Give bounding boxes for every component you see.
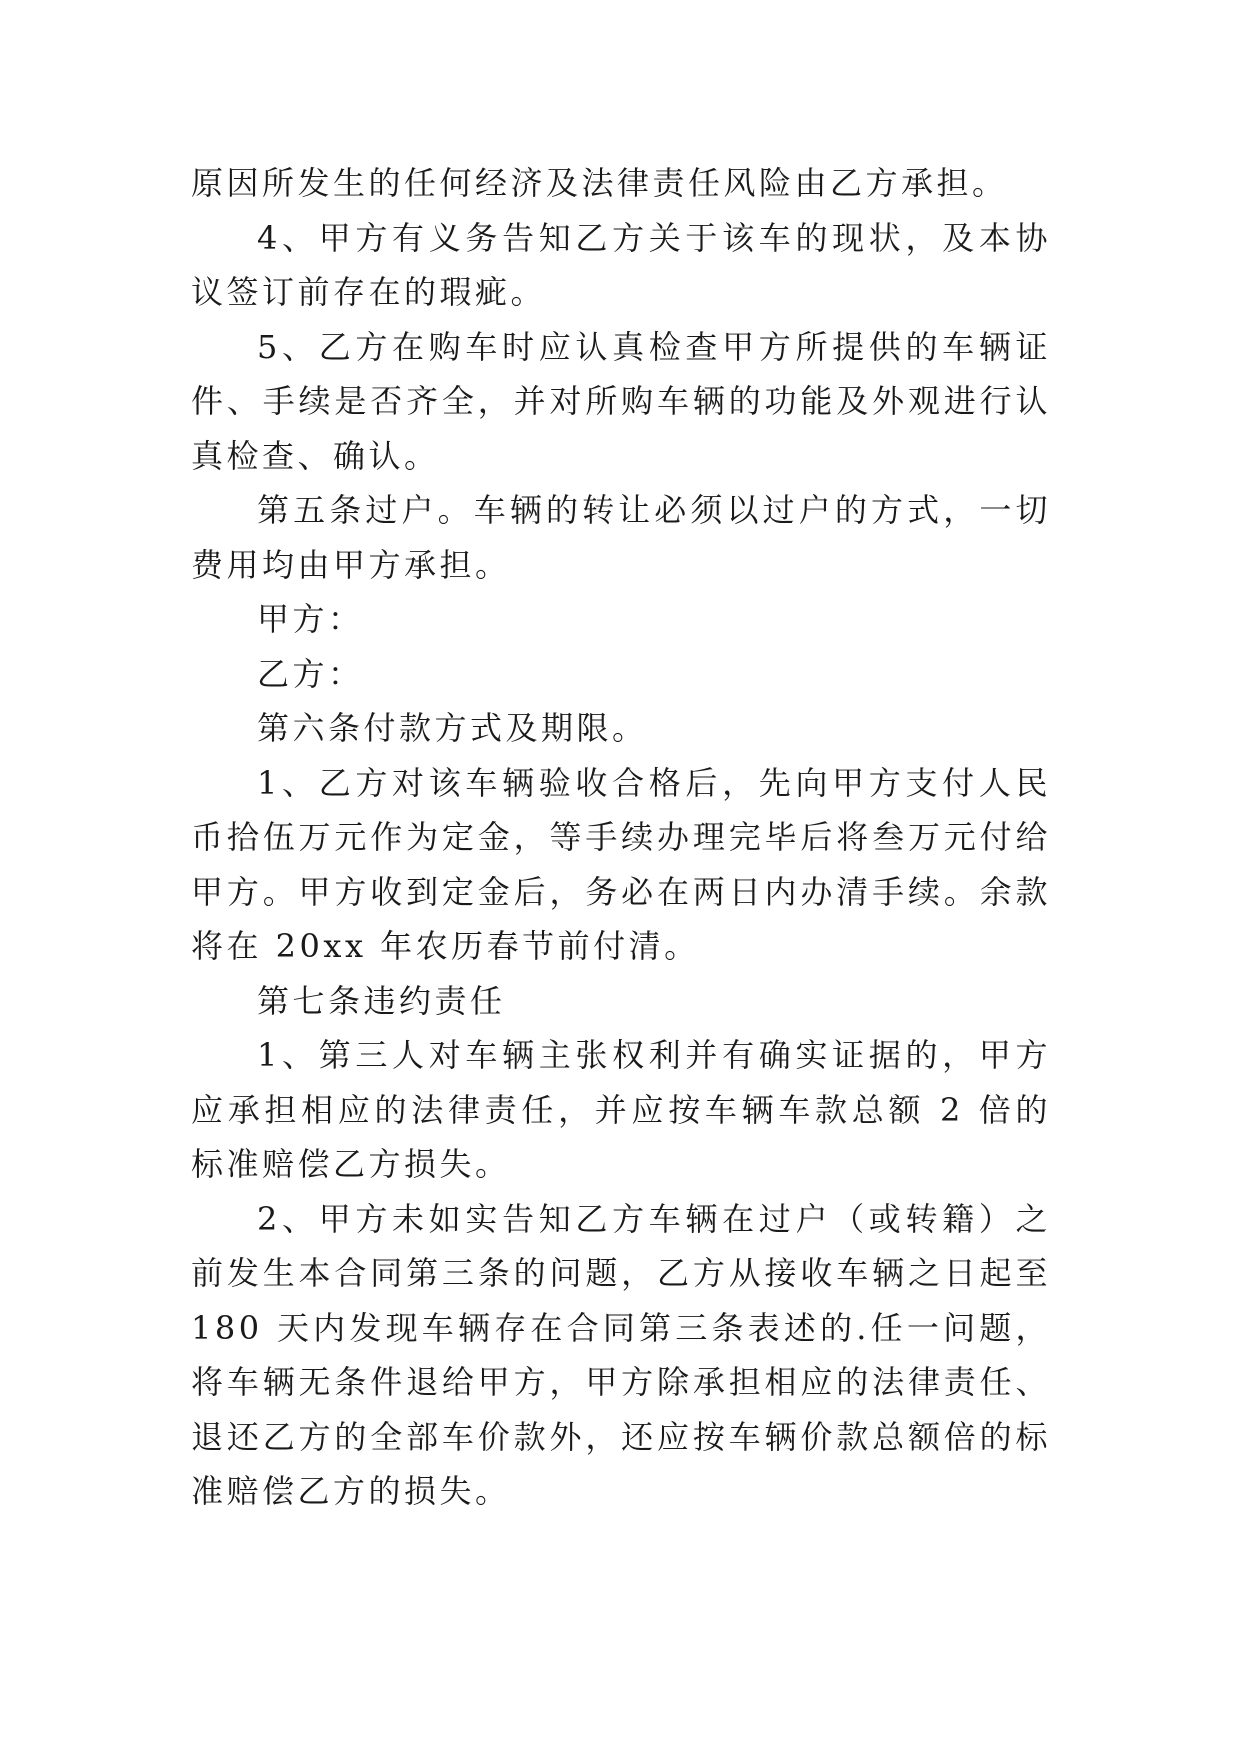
party-b-label: 乙方： <box>257 654 364 693</box>
paragraph-breach-clause-1: 1、第三人对车辆主张权利并有确实证据的，甲方应承担相应的法律责任，并应按车辆车款总额 2 倍的标准赔偿乙方损失。 <box>191 1036 1051 1183</box>
party-a-label: 甲方： <box>257 600 364 638</box>
paragraph-breach-clause-2: 2、甲方未如实告知乙方车辆在过户（或转籍）之前发生本合同第三条的问题，乙方从接收车辆之日起至 180 天内发现车辆存在合同第三条表述的.任一问题，将车辆无条件退给甲方，甲方除承担相应的法律责任、退还乙方的全部车价款外，还应按车辆价款总额倍的标准赔偿乙方的损失。 <box>191 1199 1051 1510</box>
heading-article-6-payment: 第六条付款方式及期限。 <box>257 709 648 747</box>
paragraph-payment-terms: 1、乙方对该车辆验收合格后，先向甲方支付人民币拾伍万元作为定金，等手续办理完毕后将叁万元付给甲方。甲方收到定金后，务必在两日内办清手续。余款将在 20xx 年农历春节前付清。 <box>191 763 1051 965</box>
paragraph-article-5-transfer: 第五条过户。车辆的转让必须以过户的方式，一切费用均由甲方承担。 <box>191 491 1051 584</box>
document-body <box>191 156 1051 1519</box>
paragraph-liability-continuation: 原因所发生的任何经济及法律责任风险由乙方承担。 <box>191 164 1008 202</box>
paragraph-clause-5-inspection: 5、乙方在购车时应认真检查甲方所提供的车辆证件、手续是否齐全，并对所购车辆的功能及外观进行认真检查、确认。 <box>191 327 1051 475</box>
heading-article-7-breach: 第七条违约责任 <box>257 981 506 1020</box>
paragraph-clause-4-disclosure: 4、甲方有义务告知乙方关于该车的现状，及本协议签订前存在的瑕疵。 <box>191 218 1051 311</box>
